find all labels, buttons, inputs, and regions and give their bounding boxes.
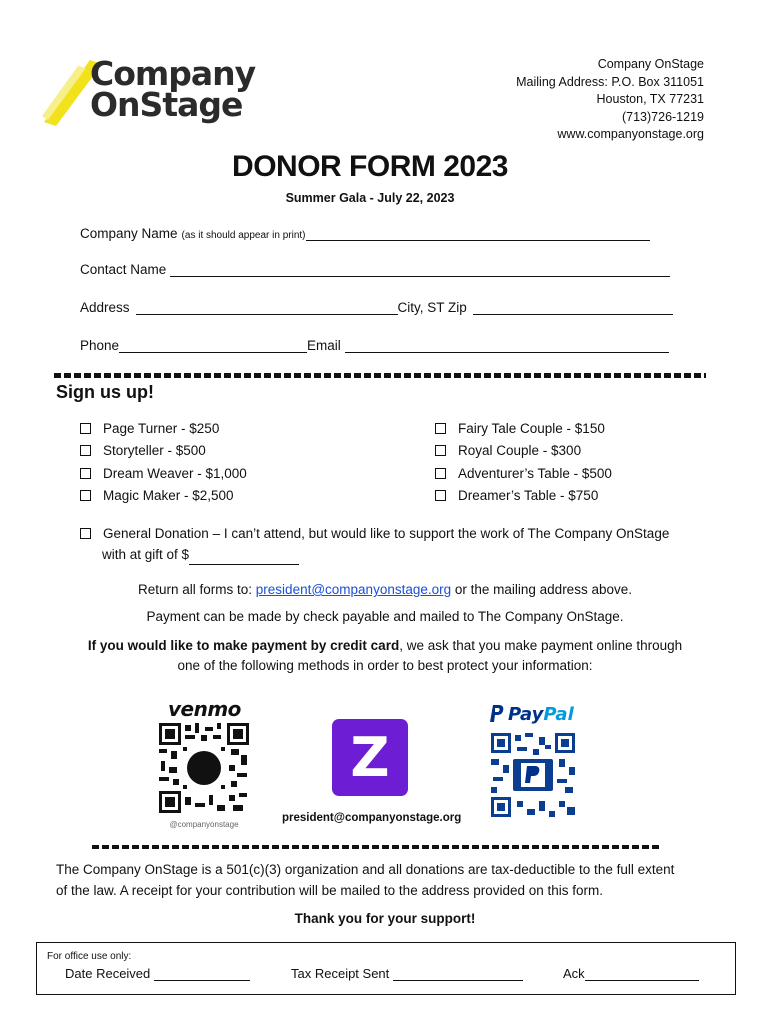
return-suffix: or the mailing address above. — [451, 582, 632, 597]
tax-receipt-row — [291, 966, 523, 981]
zelle-email[interactable]: president@companyonstage.org — [282, 812, 462, 824]
phone-field[interactable] — [119, 338, 307, 353]
city-state-zip-field[interactable] — [473, 300, 673, 315]
ack-row — [563, 966, 699, 981]
checkbox[interactable] — [435, 445, 446, 456]
office-use-box — [36, 942, 736, 995]
checkbox[interactable] — [80, 490, 91, 501]
zelle-logo-icon[interactable]: Z — [332, 719, 408, 796]
company-name-note: (as it should appear in print) — [181, 230, 306, 241]
option-page-turner[interactable] — [80, 417, 247, 440]
city-label: City, ST Zip — [397, 300, 467, 315]
gift-amount-field[interactable] — [189, 550, 299, 565]
payment-divider — [92, 845, 660, 849]
qr-code-icon — [157, 721, 251, 815]
section-divider — [54, 373, 706, 378]
org-phone: (713)726-1219 — [621, 109, 704, 124]
contact-name-field[interactable] — [170, 262, 670, 277]
thank-you-text: Thank you for your support! — [294, 911, 476, 926]
general-donation-gift-label: with at gift of $ — [102, 547, 190, 562]
checkbox[interactable] — [435, 423, 446, 434]
paypal-pal-text: Pal — [543, 704, 574, 725]
checkbox[interactable] — [80, 468, 91, 479]
general-donation-option[interactable] — [80, 523, 720, 565]
city-state: Houston, TX 77231 — [596, 92, 704, 106]
contact-name-row — [80, 262, 670, 277]
signup-options-left — [80, 417, 247, 507]
return-prefix: Return all forms to: — [138, 582, 256, 597]
option-label: Adventurer’s Table - $500 — [458, 465, 612, 481]
company-name-row — [80, 226, 650, 241]
logo-text-onstage: OnStage — [90, 85, 243, 124]
tax-receipt-label: Tax Receipt Sent — [291, 966, 390, 981]
nonprofit-statement — [56, 859, 736, 901]
option-label: Fairy Tale Couple - $150 — [458, 420, 605, 436]
signup-heading: Sign us up! — [56, 382, 154, 402]
email-label: Email — [307, 338, 341, 353]
address-field[interactable] — [136, 300, 398, 315]
venmo-handle: @companyonstage — [169, 820, 239, 829]
company-logo — [42, 54, 272, 136]
email-field[interactable] — [345, 338, 669, 353]
option-label: Magic Maker - $2,500 — [103, 488, 234, 504]
option-label: Dream Weaver - $1,000 — [103, 465, 247, 481]
option-fairy-tale-couple[interactable] — [435, 417, 612, 440]
company-name-field[interactable] — [306, 226, 650, 241]
option-dreamers-table[interactable] — [435, 485, 612, 508]
office-use-title: For office use only: — [47, 951, 132, 962]
option-label: Royal Couple - $300 — [458, 443, 582, 459]
logo-text-company: Company — [90, 54, 256, 93]
org-address-block — [516, 56, 704, 144]
option-label: Storyteller - $500 — [103, 443, 206, 459]
company-name-label: Company Name — [80, 226, 178, 241]
nonprofit-line-2: of the law. A receipt for your contribution will be mailed to the address provided on this form. — [56, 883, 604, 898]
paypal-qr-code[interactable] — [489, 731, 577, 819]
option-royal-couple[interactable] — [435, 440, 612, 463]
address-row — [80, 300, 673, 315]
checkbox[interactable] — [80, 445, 91, 456]
paypal-pay-text: Pay — [508, 704, 544, 725]
paypal-logo — [490, 704, 574, 725]
contact-name-label: Contact Name — [80, 262, 167, 277]
option-dream-weaver[interactable] — [80, 462, 247, 485]
mailing-address: Mailing Address: P.O. Box 311051 — [516, 74, 704, 89]
checkbox[interactable] — [435, 490, 446, 501]
option-adventurers-table[interactable] — [435, 462, 612, 485]
checkbox[interactable] — [80, 528, 91, 539]
credit-card-bold: If you would like to make payment by credit card — [87, 638, 400, 653]
signup-options-right — [435, 417, 612, 507]
credit-card-line2: one of the following methods in order to best protect your information: — [177, 658, 593, 673]
credit-card-text — [0, 635, 770, 656]
phone-email-row — [80, 338, 669, 353]
option-storyteller[interactable] — [80, 440, 247, 463]
option-magic-maker[interactable] — [80, 485, 247, 508]
option-label: Page Turner - $250 — [103, 420, 220, 436]
date-received-row — [65, 966, 250, 981]
date-received-label: Date Received — [65, 966, 151, 981]
ack-field[interactable] — [585, 966, 699, 981]
paypal-p-icon — [490, 705, 504, 722]
address-label: Address — [80, 300, 130, 315]
credit-card-rest: , we ask that you make payment online through — [399, 638, 683, 653]
ack-label: Ack — [563, 966, 585, 981]
org-name: Company OnStage — [597, 57, 704, 71]
qr-code-icon — [489, 731, 577, 819]
page-subtitle: Summer Gala - July 22, 2023 — [285, 191, 455, 205]
venmo-logo: venmo — [168, 697, 241, 721]
return-forms-text — [0, 579, 770, 600]
tax-receipt-field[interactable] — [393, 966, 523, 981]
org-website[interactable]: www.companyonstage.org — [557, 127, 704, 141]
nonprofit-line-1: The Company OnStage is a 501(c)(3) organization and all donations are tax-deductible to the full extent — [56, 862, 675, 877]
general-donation-text: General Donation – I can’t attend, but would like to support the work of The Company OnStage — [103, 526, 670, 541]
date-received-field[interactable] — [154, 966, 250, 981]
checkbox[interactable] — [435, 468, 446, 479]
venmo-qr-code[interactable] — [157, 721, 251, 815]
check-payment-text: Payment can be made by check payable and mailed to The Company OnStage. — [146, 609, 624, 624]
page-title: DONOR FORM 2023 — [232, 150, 508, 183]
option-label: Dreamer’s Table - $750 — [458, 488, 599, 504]
phone-label: Phone — [80, 338, 120, 353]
return-email-link[interactable]: president@companyonstage.org — [255, 582, 452, 597]
checkbox[interactable] — [80, 423, 91, 434]
